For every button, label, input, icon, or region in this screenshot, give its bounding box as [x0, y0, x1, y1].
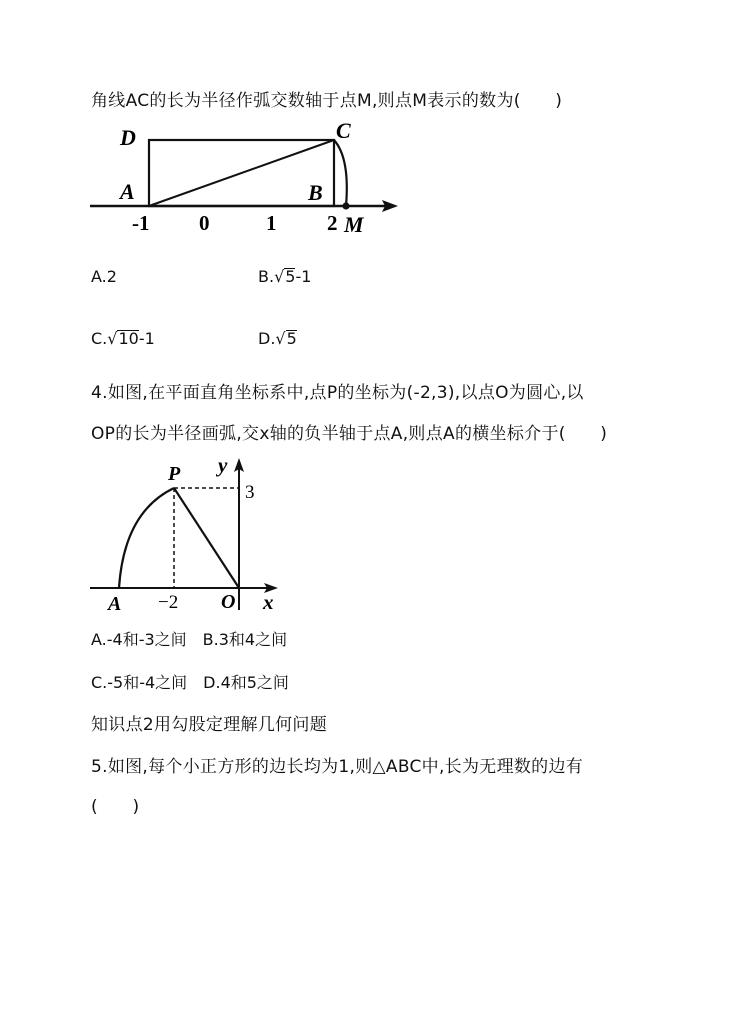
label-x: x — [263, 590, 274, 614]
label-a: A — [108, 593, 122, 615]
diagonal-ac — [149, 140, 334, 206]
label-c: C — [336, 118, 351, 143]
label-m: M — [344, 212, 364, 237]
option-d-radicand: 5 — [286, 329, 297, 348]
q3-number-line-figure — [88, 118, 408, 243]
option-b-prefix: B. — [258, 267, 275, 286]
section-heading: 知识点2用勾股定理解几何问题 — [91, 715, 328, 735]
q5-line-1: 5.如图,每个小正方形的边长均为1,则△ABC中,长为无理数的边有 — [91, 757, 584, 777]
q4-options-ab: A.-4和-3之间 B.3和4之间 — [91, 630, 288, 649]
q5-line-2: ( ) — [91, 797, 140, 817]
q4-line-2: OP的长为半径画弧,交x轴的负半轴于点A,则点A的横坐标介于( ) — [91, 424, 608, 444]
tick-1: 1 — [266, 211, 277, 235]
tick-0: 0 — [199, 211, 210, 235]
option-d-prefix: D. — [258, 329, 276, 348]
option-b-radicand: 5 — [285, 267, 296, 286]
label-p: P — [168, 463, 181, 485]
q4-coordinate-figure — [88, 450, 288, 618]
radical-sign: √ — [274, 267, 285, 286]
q3-option-a: A.2 — [91, 267, 117, 286]
q3-option-d — [258, 329, 297, 348]
q3-stem: 角线AC的长为半径作弧交数轴于点M,则点M表示的数为( ) — [91, 91, 563, 111]
q3-option-b — [258, 267, 311, 286]
option-c-suffix: -1 — [138, 329, 155, 348]
q3-option-c — [91, 329, 155, 348]
label-b: B — [308, 180, 323, 205]
option-c-prefix: C. — [91, 329, 108, 348]
label-3: 3 — [245, 482, 255, 503]
option-b-suffix: -1 — [295, 267, 312, 286]
label-a: A — [120, 179, 135, 204]
q4-options-cd: C.-5和-4之间 D.4和5之间 — [91, 673, 289, 692]
q4-line-1: 4.如图,在平面直角坐标系中,点P的坐标为(-2,3),以点O为圆心,以 — [91, 383, 584, 403]
tick-2: 2 — [327, 211, 338, 235]
label-d: D — [120, 125, 136, 150]
arc-cm — [334, 140, 347, 206]
label-o: O — [221, 591, 236, 613]
option-c-radicand: 10 — [118, 329, 139, 348]
tick-neg1: -1 — [132, 211, 150, 235]
arc-pa — [119, 488, 174, 588]
label-y: y — [218, 453, 228, 477]
radical-sign: √ — [275, 329, 286, 348]
point-m — [342, 202, 349, 209]
label-neg2: −2 — [158, 592, 179, 613]
radical-sign: √ — [107, 329, 118, 348]
segment-op — [174, 488, 239, 588]
